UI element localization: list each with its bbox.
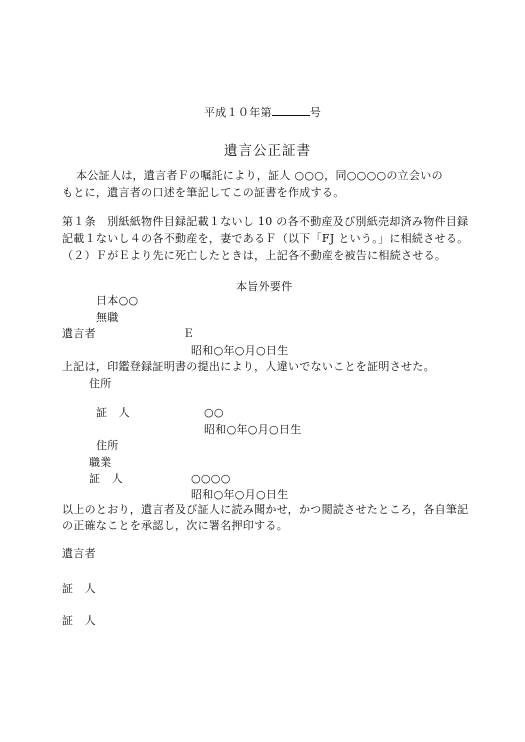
document-number-prefix: 平成１０年第 <box>204 106 272 119</box>
witness1-role: 証 人 <box>96 406 130 419</box>
witness2-name: ○○○○ <box>191 472 231 485</box>
testator-occupation: 無職 <box>96 311 119 324</box>
closing-line-1: 以上のとおり，遺言者及び証人に読み聞かせ，かつ閲読させたところ，各自筆記 <box>62 503 469 516</box>
witness2-role: 証 人 <box>89 472 123 485</box>
witness1-birth: 昭和○年○月○日生 <box>204 423 302 436</box>
article-line-1: 第１条 別紙紙物件目録記載１ないし 10 の各不動産及び別紙売却済み物件目録 <box>62 215 469 228</box>
witness1-address-label: 住所 <box>89 377 112 390</box>
document-title: 遺言公正証書 <box>224 143 311 159</box>
testator-verification: 上記は，印鑑登録証明書の提出により，人違いでないことを証明させた。 <box>62 360 435 373</box>
witness2-birth: 昭和○年○月○日生 <box>191 488 289 501</box>
testator-address: 日本○○ <box>96 294 139 307</box>
signature-witness-1: 証 人 <box>62 582 96 595</box>
closing-line-2: の正確なことを承認し，次に署名押印する。 <box>62 519 288 532</box>
requirements-heading: 本旨外要件 <box>236 280 293 293</box>
testator-role: 遺言者 <box>62 327 96 340</box>
witness2-address-label: 住所 <box>96 439 119 452</box>
witness1-name: ○○ <box>204 406 224 419</box>
testator-name: Ｅ <box>183 327 195 340</box>
document-number-suffix: 号 <box>309 106 322 119</box>
document-number-blank <box>272 106 310 116</box>
intro-line-1: 本公証人は，遺言者Ｆの嘱託により，証人 ○○○，同○○○○の立会いの <box>76 169 443 182</box>
intro-line-2: もとに，遺言者の口述を筆記してこの証書を作成する。 <box>62 186 345 199</box>
signature-witness-2: 証 人 <box>62 614 96 627</box>
signature-testator: 遺言者 <box>62 547 96 560</box>
article-line-3: （２）ＦがＥより先に死亡したときは，上記各不動産を被告に相続させる。 <box>62 249 447 262</box>
witness2-occupation-label: 職業 <box>89 456 112 469</box>
document-number <box>204 106 321 119</box>
article-line-2: 記載１ないし４の各不動産を，妻であるＦ（以下「FJ という。」に相続させる。 <box>62 232 469 245</box>
testator-birth: 昭和○年○月○日生 <box>191 344 289 357</box>
